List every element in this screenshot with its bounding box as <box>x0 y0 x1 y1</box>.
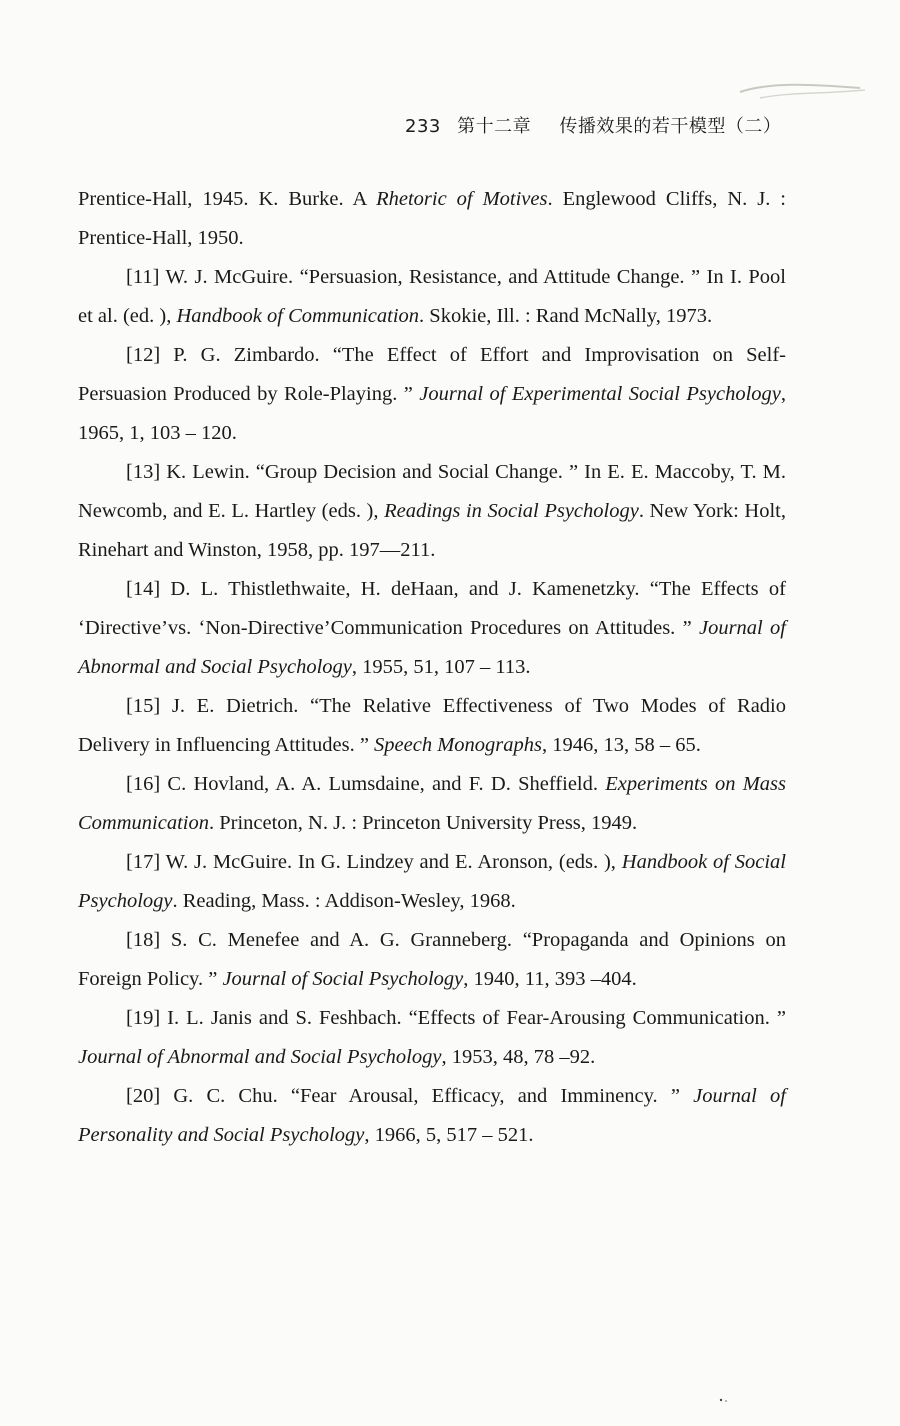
chapter-label: 第十二章 <box>457 116 532 137</box>
reference-14 <box>78 570 786 687</box>
ref-text: [16] C. Hovland, A. A. Lumsdaine, and F. D. Sheffield. <box>126 773 606 795</box>
reference-16 <box>78 765 786 843</box>
ref-text: [17] W. J. McGuire. In G. Lindzey and E. Aronson, (eds. ), <box>126 851 622 873</box>
reference-19 <box>78 999 786 1077</box>
ref-text: [20] G. C. Chu. “Fear Arousal, Efficacy, and Imminency. ” <box>126 1085 694 1107</box>
ref-text: [19] I. L. Janis and S. Feshbach. “Effects of Fear-Arousing Communication. ” <box>126 1007 786 1029</box>
ref-text: [12] P. G. Zimbardo. “The Effect of Effort and Improvisation on Self-Persuasion Produced by Role-Playing. ” <box>78 344 786 405</box>
ref-text: . Skokie, Ill. : Rand McNally, 1973. <box>419 305 713 327</box>
ref-title-italic: Journal of Experimental Social Psychology <box>419 383 781 405</box>
reference-12 <box>78 336 786 453</box>
ref-title-italic: Journal of Abnormal and Social Psychology <box>78 1046 442 1068</box>
ref-text: Prentice-Hall, 1945. K. Burke. A <box>78 188 377 210</box>
ref-text: [11] W. J. McGuire. “Persuasion, Resistance, and Attitude Change. ” In I. Pool et al. (ed. ), <box>78 266 786 327</box>
ref-text: [14] D. L. Thistlethwaite, H. deHaan, and J. Kamenetzky. “The Effects of ‘Directive’vs. ‘Non-Directive’Communication Procedures on Attitudes. ” <box>78 578 786 639</box>
running-header <box>405 112 825 138</box>
ref-text: , 1953, 48, 78 –92. <box>441 1046 596 1068</box>
reference-11 <box>78 258 786 336</box>
ref-text: , 1966, 5, 517 – 521. <box>364 1124 534 1146</box>
reference-13 <box>78 453 786 570</box>
ref-text: , 1940, 11, 393 –404. <box>463 968 637 990</box>
ref-text: . Princeton, N. J. : Princeton University Press, 1949. <box>208 812 638 834</box>
reference-17 <box>78 843 786 921</box>
ref-title-italic: Journal of Social Psychology <box>222 968 464 990</box>
ref-title-italic: Handbook of Social Psychology <box>78 851 787 912</box>
reference-18 <box>78 921 786 999</box>
ref-text: , 1965, 1, 103 – 120. <box>78 383 786 444</box>
paper-speck <box>715 1395 735 1405</box>
ref-title-italic: Handbook of Communication <box>176 305 420 327</box>
reference-list <box>78 180 786 1155</box>
ref-title-italic: Speech Monographs <box>374 734 543 756</box>
ref-title-italic: Rhetoric of Motives <box>376 188 548 210</box>
ref-title-italic: Journal of Abnormal and Social Psychology <box>78 617 786 678</box>
page-corner-smudge <box>730 78 870 110</box>
ref-title-italic: Readings in Social Psychology <box>384 500 639 522</box>
reference-continuation <box>78 180 786 258</box>
ref-text: [15] J. E. Dietrich. “The Relative Effectiveness of Two Modes of Radio Delivery in Influencing Attitudes. ” <box>78 695 786 756</box>
ref-text: [13] K. Lewin. “Group Decision and Social Change. ” In E. E. Maccoby, T. M. Newcomb, and E. L. Hartley (eds. ), <box>78 461 786 522</box>
reference-15 <box>78 687 786 765</box>
ref-title-italic: Journal of Personality and Social Psychology <box>78 1085 787 1146</box>
ref-text: [18] S. C. Menefee and A. G. Granneberg. “Propaganda and Opinions on Foreign Policy. ” <box>78 929 786 990</box>
ref-text: , 1955, 51, 107 – 113. <box>351 656 531 678</box>
ref-text: . New York: Holt, Rinehart and Winston, 1958, pp. 197—211. <box>78 500 786 561</box>
chapter-title: 传播效果的若干模型（二） <box>559 116 782 137</box>
ref-text: . Englewood Cliffs, N. J. : Prentice-Hall, 1950. <box>78 188 786 249</box>
ref-text: , 1946, 13, 58 – 65. <box>542 734 701 756</box>
ref-title-italic: Experiments on Mass Communication <box>78 773 786 834</box>
reference-20 <box>78 1077 786 1155</box>
ref-text: . Reading, Mass. : Addison-Wesley, 1968. <box>172 890 516 912</box>
page-number: 233 <box>405 116 441 137</box>
